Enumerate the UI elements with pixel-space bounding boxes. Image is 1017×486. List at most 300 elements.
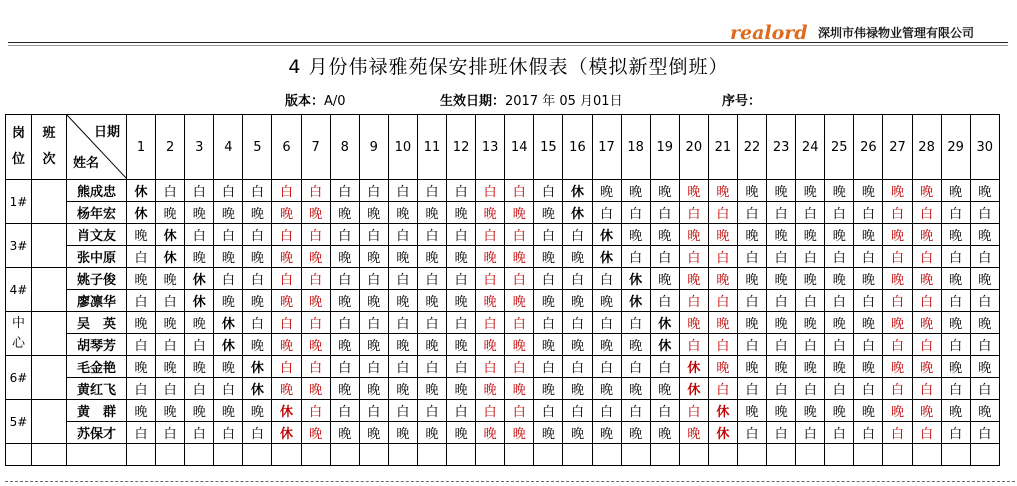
shift-cell-day-11: 白 bbox=[417, 180, 446, 202]
shift-cell-day-15: 白 bbox=[534, 312, 563, 334]
shift-cell-day-22: 白 bbox=[737, 290, 766, 312]
version-label: 版本： bbox=[285, 94, 325, 109]
shift-cell-day-27: 晚 bbox=[883, 356, 912, 378]
shift-cell-day-17: 休 bbox=[592, 246, 621, 268]
table-row bbox=[6, 180, 1000, 202]
shift-cell-day-16: 白 bbox=[563, 224, 592, 246]
guard-name: 熊成忠 bbox=[67, 180, 127, 202]
shift-cell-day-17: 白 bbox=[592, 268, 621, 290]
shift-cell-day-26: 白 bbox=[854, 290, 883, 312]
shift-cell-day-25: 晚 bbox=[825, 180, 854, 202]
shift-cell-day-13: 白 bbox=[476, 224, 505, 246]
shift-cell-day-20: 晚 bbox=[679, 268, 708, 290]
shift-cell-day-13: 白 bbox=[476, 400, 505, 422]
shift-cell-day-25: 白 bbox=[825, 246, 854, 268]
shift-cell-day-26: 晚 bbox=[854, 400, 883, 422]
shift-cell-day-18: 白 bbox=[621, 246, 650, 268]
shift-cell-day-4: 白 bbox=[214, 224, 243, 246]
empty-cell bbox=[912, 444, 941, 466]
shift-cell-day-14: 晚 bbox=[505, 202, 534, 224]
shift-cell-day-19: 白 bbox=[650, 246, 679, 268]
shift-cell-day-13: 晚 bbox=[476, 334, 505, 356]
empty-cell bbox=[127, 444, 156, 466]
shift-cell-day-7: 晚 bbox=[301, 290, 330, 312]
empty-cell bbox=[156, 444, 185, 466]
shift-cell-day-5: 晚 bbox=[243, 202, 272, 224]
shift-cell-day-11: 白 bbox=[417, 400, 446, 422]
shift-cell-day-11: 晚 bbox=[417, 334, 446, 356]
shift-cell-day-10: 晚 bbox=[388, 334, 417, 356]
shift-cell-day-6: 晚 bbox=[272, 334, 301, 356]
shift-cell-day-21: 晚 bbox=[708, 268, 737, 290]
empty-cell bbox=[330, 444, 359, 466]
shift-cell-day-4: 休 bbox=[214, 334, 243, 356]
shift-cell-day-1: 晚 bbox=[127, 224, 156, 246]
shift-cell-day-10: 白 bbox=[388, 224, 417, 246]
empty-cell bbox=[447, 444, 476, 466]
table-row bbox=[6, 400, 1000, 422]
shift-cell-day-4: 休 bbox=[214, 312, 243, 334]
day-header-18: 18 bbox=[621, 115, 650, 180]
table-row bbox=[6, 202, 1000, 224]
shift-cell-day-24: 白 bbox=[796, 246, 825, 268]
shift-cell-day-25: 白 bbox=[825, 290, 854, 312]
shift-cell-day-7: 晚 bbox=[301, 334, 330, 356]
empty-cell bbox=[679, 444, 708, 466]
shift-cell bbox=[32, 400, 67, 444]
shift-cell-day-4: 晚 bbox=[214, 290, 243, 312]
shift-cell-day-10: 晚 bbox=[388, 378, 417, 400]
shift-cell bbox=[32, 268, 67, 312]
shift-cell-day-6: 白 bbox=[272, 356, 301, 378]
post-cell: 4# bbox=[6, 268, 32, 312]
shift-cell-day-23: 晚 bbox=[767, 268, 796, 290]
shift-cell-day-18: 白 bbox=[621, 400, 650, 422]
shift-cell-day-22: 晚 bbox=[737, 268, 766, 290]
guard-name: 毛金艳 bbox=[67, 356, 127, 378]
empty-cell bbox=[32, 444, 67, 466]
shift-cell-day-3: 白 bbox=[185, 180, 214, 202]
empty-cell bbox=[388, 444, 417, 466]
shift-cell-day-22: 晚 bbox=[737, 312, 766, 334]
shift-cell-day-12: 白 bbox=[447, 400, 476, 422]
post-cell: 5# bbox=[6, 400, 32, 444]
shift-cell-day-2: 白 bbox=[156, 378, 185, 400]
day-header-19: 19 bbox=[650, 115, 679, 180]
shift-cell-day-2: 白 bbox=[156, 334, 185, 356]
shift-cell-day-14: 晚 bbox=[505, 378, 534, 400]
table-row bbox=[6, 268, 1000, 290]
day-header-10: 10 bbox=[388, 115, 417, 180]
shift-cell-day-15: 晚 bbox=[534, 334, 563, 356]
shift-cell-day-12: 晚 bbox=[447, 334, 476, 356]
shift-cell-day-11: 白 bbox=[417, 268, 446, 290]
day-header-20: 20 bbox=[679, 115, 708, 180]
header-date-name-diagonal bbox=[67, 115, 127, 180]
shift-cell-day-28: 白 bbox=[912, 246, 941, 268]
shift-cell-day-30: 白 bbox=[970, 334, 999, 356]
shift-cell-day-18: 晚 bbox=[621, 334, 650, 356]
shift-cell-day-16: 白 bbox=[563, 400, 592, 422]
shift-cell-day-17: 晚 bbox=[592, 290, 621, 312]
shift-cell-day-1: 晚 bbox=[127, 268, 156, 290]
shift-cell-day-10: 白 bbox=[388, 356, 417, 378]
shift-cell-day-20: 晚 bbox=[679, 312, 708, 334]
shift-cell-day-30: 晚 bbox=[970, 224, 999, 246]
post-cell: 中 心 bbox=[6, 312, 32, 356]
shift-cell-day-23: 晚 bbox=[767, 224, 796, 246]
day-header-14: 14 bbox=[505, 115, 534, 180]
shift-cell-day-29: 白 bbox=[941, 422, 970, 444]
shift-cell-day-28: 晚 bbox=[912, 268, 941, 290]
shift-cell-day-14: 白 bbox=[505, 400, 534, 422]
shift-cell-day-12: 白 bbox=[447, 180, 476, 202]
shift-cell-day-24: 晚 bbox=[796, 224, 825, 246]
shift-cell-day-23: 白 bbox=[767, 334, 796, 356]
table-row bbox=[6, 246, 1000, 268]
shift-cell-day-10: 晚 bbox=[388, 422, 417, 444]
shift-cell-day-23: 晚 bbox=[767, 356, 796, 378]
day-header-17: 17 bbox=[592, 115, 621, 180]
shift-cell-day-1: 晚 bbox=[127, 400, 156, 422]
day-header-26: 26 bbox=[854, 115, 883, 180]
day-header-12: 12 bbox=[447, 115, 476, 180]
shift-cell-day-21: 白 bbox=[708, 378, 737, 400]
shift-cell-day-29: 白 bbox=[941, 334, 970, 356]
day-header-30: 30 bbox=[970, 115, 999, 180]
shift-cell-day-8: 白 bbox=[330, 180, 359, 202]
empty-cell bbox=[737, 444, 766, 466]
shift-cell-day-29: 晚 bbox=[941, 268, 970, 290]
shift-cell-day-9: 白 bbox=[359, 180, 388, 202]
shift-cell-day-2: 晚 bbox=[156, 202, 185, 224]
shift-cell-day-27: 白 bbox=[883, 334, 912, 356]
shift-cell-day-3: 休 bbox=[185, 268, 214, 290]
shift-cell-day-21: 晚 bbox=[708, 312, 737, 334]
shift-cell-day-4: 白 bbox=[214, 180, 243, 202]
empty-cell bbox=[243, 444, 272, 466]
header-name-label: 姓名 bbox=[73, 156, 100, 171]
shift-cell-day-27: 白 bbox=[883, 202, 912, 224]
shift-cell-day-16: 晚 bbox=[563, 290, 592, 312]
empty-cell bbox=[505, 444, 534, 466]
shift-cell-day-11: 晚 bbox=[417, 202, 446, 224]
shift-cell-day-17: 晚 bbox=[592, 180, 621, 202]
shift-cell-day-10: 晚 bbox=[388, 246, 417, 268]
shift-cell-day-19: 白 bbox=[650, 356, 679, 378]
shift-cell-day-4: 晚 bbox=[214, 246, 243, 268]
shift-cell-day-20: 白 bbox=[679, 202, 708, 224]
shift-cell-day-14: 晚 bbox=[505, 290, 534, 312]
header-rule-secondary bbox=[8, 45, 1008, 46]
shift-cell-day-17: 白 bbox=[592, 356, 621, 378]
shift-cell-day-21: 白 bbox=[708, 246, 737, 268]
shift-cell-day-12: 白 bbox=[447, 224, 476, 246]
version-value: A/0 bbox=[324, 94, 346, 109]
shift-cell-day-22: 白 bbox=[737, 334, 766, 356]
shift-cell-day-29: 晚 bbox=[941, 356, 970, 378]
empty-cell bbox=[825, 444, 854, 466]
day-header-13: 13 bbox=[476, 115, 505, 180]
shift-cell-day-17: 休 bbox=[592, 224, 621, 246]
empty-cell bbox=[941, 444, 970, 466]
shift-cell-day-5: 休 bbox=[243, 378, 272, 400]
shift-cell-day-29: 白 bbox=[941, 202, 970, 224]
shift-cell-day-30: 晚 bbox=[970, 356, 999, 378]
shift-cell-day-29: 晚 bbox=[941, 312, 970, 334]
shift-cell-day-27: 晚 bbox=[883, 180, 912, 202]
shift-cell-day-18: 晚 bbox=[621, 224, 650, 246]
guard-name: 黄 群 bbox=[67, 400, 127, 422]
shift-cell-day-26: 晚 bbox=[854, 180, 883, 202]
shift-cell-day-9: 晚 bbox=[359, 422, 388, 444]
empty-cell bbox=[301, 444, 330, 466]
shift-cell-day-28: 晚 bbox=[912, 224, 941, 246]
shift-cell-day-10: 白 bbox=[388, 268, 417, 290]
shift-cell-day-19: 晚 bbox=[650, 422, 679, 444]
shift-cell-day-3: 白 bbox=[185, 422, 214, 444]
empty-cell bbox=[708, 444, 737, 466]
day-header-25: 25 bbox=[825, 115, 854, 180]
shift-cell bbox=[32, 224, 67, 268]
shift-cell-day-23: 晚 bbox=[767, 400, 796, 422]
shift-cell-day-8: 白 bbox=[330, 312, 359, 334]
empty-cell bbox=[621, 444, 650, 466]
shift-cell-day-5: 白 bbox=[243, 422, 272, 444]
shift-cell-day-27: 晚 bbox=[883, 268, 912, 290]
shift-cell-day-21: 白 bbox=[708, 334, 737, 356]
shift-cell-day-21: 晚 bbox=[708, 356, 737, 378]
empty-cell bbox=[6, 444, 32, 466]
post-cell: 6# bbox=[6, 356, 32, 400]
empty-cell bbox=[67, 444, 127, 466]
shift-cell-day-9: 白 bbox=[359, 268, 388, 290]
shift-cell-day-26: 晚 bbox=[854, 268, 883, 290]
table-row bbox=[6, 290, 1000, 312]
shift-cell-day-10: 白 bbox=[388, 312, 417, 334]
day-header-22: 22 bbox=[737, 115, 766, 180]
schedule-table bbox=[5, 114, 1000, 466]
guard-name: 姚子俊 bbox=[67, 268, 127, 290]
shift-cell-day-25: 晚 bbox=[825, 400, 854, 422]
post-cell: 3# bbox=[6, 224, 32, 268]
shift-cell-day-9: 晚 bbox=[359, 290, 388, 312]
shift-cell-day-3: 晚 bbox=[185, 312, 214, 334]
shift-cell-day-18: 休 bbox=[621, 268, 650, 290]
shift-cell-day-8: 晚 bbox=[330, 202, 359, 224]
effective-date-value: 2017 年 05 月01日 bbox=[505, 94, 623, 109]
shift-cell-day-24: 白 bbox=[796, 422, 825, 444]
shift-cell-day-21: 白 bbox=[708, 290, 737, 312]
shift-cell-day-3: 晚 bbox=[185, 400, 214, 422]
shift-cell-day-12: 晚 bbox=[447, 378, 476, 400]
day-header-24: 24 bbox=[796, 115, 825, 180]
shift-cell-day-15: 白 bbox=[534, 224, 563, 246]
empty-cell bbox=[359, 444, 388, 466]
shift-cell-day-1: 白 bbox=[127, 422, 156, 444]
shift-cell-day-21: 晚 bbox=[708, 224, 737, 246]
shift-cell-day-7: 晚 bbox=[301, 246, 330, 268]
shift-cell-day-6: 白 bbox=[272, 224, 301, 246]
guard-name: 苏保才 bbox=[67, 422, 127, 444]
header-shift-label: 班 次 bbox=[42, 126, 56, 167]
shift-cell-day-16: 晚 bbox=[563, 334, 592, 356]
day-header-28: 28 bbox=[912, 115, 941, 180]
shift-cell-day-9: 晚 bbox=[359, 246, 388, 268]
shift-cell-day-24: 白 bbox=[796, 290, 825, 312]
shift-cell-day-30: 晚 bbox=[970, 268, 999, 290]
shift-cell-day-7: 晚 bbox=[301, 378, 330, 400]
day-header-29: 29 bbox=[941, 115, 970, 180]
empty-cell bbox=[417, 444, 446, 466]
shift-cell-day-14: 晚 bbox=[505, 334, 534, 356]
shift-cell-day-20: 白 bbox=[679, 246, 708, 268]
shift-cell-day-5: 白 bbox=[243, 180, 272, 202]
company-logo: realord bbox=[730, 22, 808, 44]
day-header-3: 3 bbox=[185, 115, 214, 180]
guard-name: 吴 英 bbox=[67, 312, 127, 334]
shift-cell-day-14: 白 bbox=[505, 356, 534, 378]
day-header-16: 16 bbox=[563, 115, 592, 180]
shift-cell-day-22: 白 bbox=[737, 202, 766, 224]
shift-cell-day-10: 白 bbox=[388, 400, 417, 422]
shift-cell-day-6: 晚 bbox=[272, 290, 301, 312]
shift-cell-day-30: 晚 bbox=[970, 180, 999, 202]
shift-cell-day-30: 晚 bbox=[970, 400, 999, 422]
shift-cell-day-15: 白 bbox=[534, 268, 563, 290]
empty-row bbox=[6, 444, 1000, 466]
shift-cell-day-13: 晚 bbox=[476, 290, 505, 312]
shift-cell-day-19: 晚 bbox=[650, 224, 679, 246]
shift-cell-day-16: 晚 bbox=[563, 246, 592, 268]
shift-cell-day-11: 晚 bbox=[417, 246, 446, 268]
shift-cell-day-1: 白 bbox=[127, 378, 156, 400]
serial-field bbox=[722, 90, 761, 109]
shift-cell-day-29: 晚 bbox=[941, 400, 970, 422]
day-header-15: 15 bbox=[534, 115, 563, 180]
shift-cell-day-25: 白 bbox=[825, 378, 854, 400]
shift-cell-day-5: 白 bbox=[243, 224, 272, 246]
shift-cell-day-23: 白 bbox=[767, 202, 796, 224]
shift-cell-day-27: 晚 bbox=[883, 400, 912, 422]
shift-cell-day-2: 休 bbox=[156, 224, 185, 246]
shift-cell-day-15: 白 bbox=[534, 400, 563, 422]
shift-cell-day-5: 晚 bbox=[243, 400, 272, 422]
shift-cell-day-21: 晚 bbox=[708, 180, 737, 202]
shift-cell-day-30: 白 bbox=[970, 202, 999, 224]
shift-cell-day-18: 晚 bbox=[621, 180, 650, 202]
shift-cell-day-3: 白 bbox=[185, 224, 214, 246]
shift-cell-day-22: 白 bbox=[737, 378, 766, 400]
shift-cell-day-15: 晚 bbox=[534, 378, 563, 400]
shift-cell-day-16: 晚 bbox=[563, 378, 592, 400]
shift-cell-day-5: 休 bbox=[243, 356, 272, 378]
day-header-11: 11 bbox=[417, 115, 446, 180]
shift-cell-day-30: 白 bbox=[970, 378, 999, 400]
version-field bbox=[285, 90, 346, 109]
shift-cell-day-10: 白 bbox=[388, 180, 417, 202]
shift-cell-day-14: 白 bbox=[505, 268, 534, 290]
shift-cell-day-2: 晚 bbox=[156, 400, 185, 422]
shift-cell-day-26: 晚 bbox=[854, 312, 883, 334]
shift-cell-day-7: 白 bbox=[301, 356, 330, 378]
shift-cell-day-15: 白 bbox=[534, 180, 563, 202]
shift-cell-day-24: 白 bbox=[796, 378, 825, 400]
empty-cell bbox=[185, 444, 214, 466]
header-shift bbox=[32, 115, 67, 180]
day-header-27: 27 bbox=[883, 115, 912, 180]
shift-cell-day-22: 白 bbox=[737, 422, 766, 444]
shift-cell-day-7: 白 bbox=[301, 180, 330, 202]
header-post-label: 岗 位 bbox=[11, 126, 25, 167]
shift-cell-day-2: 白 bbox=[156, 180, 185, 202]
shift-cell-day-26: 白 bbox=[854, 202, 883, 224]
day-header-6: 6 bbox=[272, 115, 301, 180]
shift-cell-day-9: 白 bbox=[359, 400, 388, 422]
shift-cell-day-18: 休 bbox=[621, 290, 650, 312]
shift-cell-day-11: 白 bbox=[417, 224, 446, 246]
empty-cell bbox=[214, 444, 243, 466]
shift-cell-day-27: 晚 bbox=[883, 224, 912, 246]
shift-cell-day-20: 白 bbox=[679, 290, 708, 312]
shift-cell-day-19: 休 bbox=[650, 312, 679, 334]
shift-cell-day-19: 晚 bbox=[650, 268, 679, 290]
guard-name: 胡琴芳 bbox=[67, 334, 127, 356]
guard-name: 张中原 bbox=[67, 246, 127, 268]
empty-cell bbox=[767, 444, 796, 466]
shift-cell-day-28: 晚 bbox=[912, 356, 941, 378]
shift-cell-day-20: 白 bbox=[679, 400, 708, 422]
shift-cell-day-29: 晚 bbox=[941, 180, 970, 202]
shift-cell-day-6: 白 bbox=[272, 312, 301, 334]
shift-cell-day-12: 晚 bbox=[447, 246, 476, 268]
shift-cell-day-28: 白 bbox=[912, 334, 941, 356]
shift-cell-day-1: 晚 bbox=[127, 356, 156, 378]
empty-cell bbox=[272, 444, 301, 466]
shift-cell-day-19: 休 bbox=[650, 334, 679, 356]
shift-cell-day-30: 白 bbox=[970, 290, 999, 312]
shift-cell-day-28: 晚 bbox=[912, 312, 941, 334]
shift-cell-day-16: 白 bbox=[563, 356, 592, 378]
empty-cell bbox=[563, 444, 592, 466]
shift-cell-day-6: 晚 bbox=[272, 202, 301, 224]
shift-cell-day-26: 晚 bbox=[854, 356, 883, 378]
shift-cell-day-25: 白 bbox=[825, 334, 854, 356]
shift-cell-day-6: 白 bbox=[272, 268, 301, 290]
shift-cell-day-13: 晚 bbox=[476, 422, 505, 444]
shift-cell-day-24: 白 bbox=[796, 202, 825, 224]
shift-cell-day-25: 白 bbox=[825, 422, 854, 444]
shift-cell-day-17: 白 bbox=[592, 312, 621, 334]
shift-cell-day-8: 白 bbox=[330, 224, 359, 246]
shift-cell-day-3: 白 bbox=[185, 378, 214, 400]
guard-name: 杨年宏 bbox=[67, 202, 127, 224]
empty-cell bbox=[796, 444, 825, 466]
shift-cell-day-14: 白 bbox=[505, 312, 534, 334]
shift-cell-day-22: 白 bbox=[737, 246, 766, 268]
effective-date-field bbox=[440, 90, 623, 109]
shift-cell bbox=[32, 312, 67, 356]
shift-cell-day-24: 晚 bbox=[796, 180, 825, 202]
shift-cell-day-10: 晚 bbox=[388, 202, 417, 224]
shift-cell-day-28: 晚 bbox=[912, 180, 941, 202]
empty-cell bbox=[650, 444, 679, 466]
shift-cell-day-7: 晚 bbox=[301, 422, 330, 444]
shift-cell-day-25: 晚 bbox=[825, 312, 854, 334]
shift-cell-day-24: 晚 bbox=[796, 400, 825, 422]
shift-cell-day-3: 白 bbox=[185, 334, 214, 356]
shift-cell-day-9: 白 bbox=[359, 312, 388, 334]
